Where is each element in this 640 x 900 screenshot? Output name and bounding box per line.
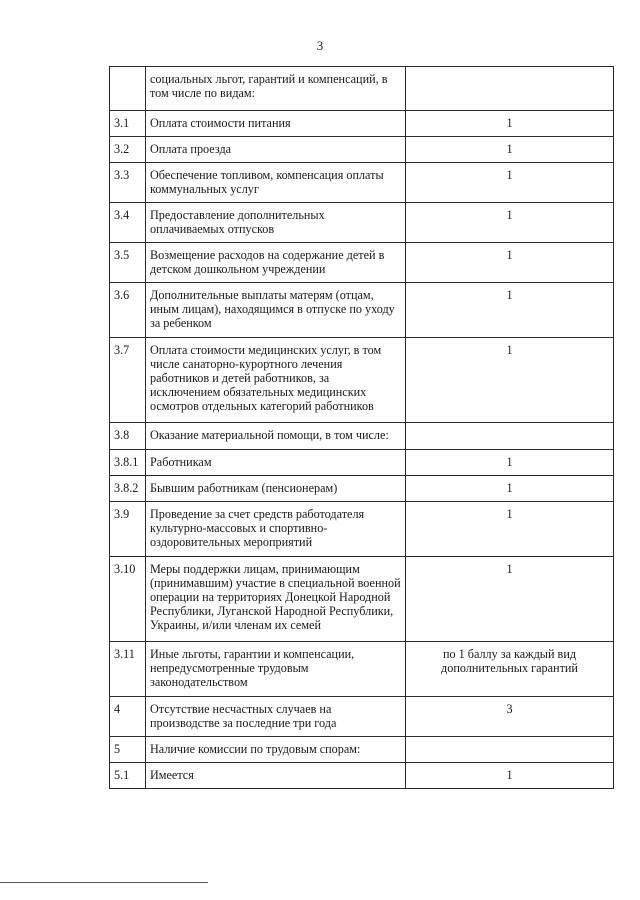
row-score-cell: 1	[406, 338, 614, 423]
table-row	[110, 243, 614, 283]
row-description-cell: Предоставление дополнительных оплачиваемых отпусков	[146, 203, 406, 243]
row-description-cell: Оплата стоимости медицинских услуг, в том числе санаторно-курортного лечения работников и детей работников, за исключением обязательных медицинских осмотров отдельных категорий работников	[146, 338, 406, 423]
row-score-cell	[406, 67, 614, 111]
row-score-cell: 1	[406, 557, 614, 642]
row-score-cell: 1	[406, 502, 614, 557]
row-score-cell	[406, 737, 614, 763]
row-score-cell: 1	[406, 763, 614, 789]
table-row	[110, 67, 614, 111]
row-score-cell: 1	[406, 476, 614, 502]
row-description-cell: Оплата проезда	[146, 137, 406, 163]
page-number: 3	[316, 38, 324, 53]
table-row	[110, 642, 614, 697]
row-description-cell: Оказание материальной помощи, в том числе:	[146, 423, 406, 450]
row-description-cell: Дополнительные выплаты матерям (отцам, иным лицам), находящимся в отпуске по уходу за ребенком	[146, 283, 406, 338]
row-number-cell: 3.8.2	[110, 476, 146, 502]
row-number-cell	[110, 67, 146, 111]
table-row	[110, 423, 614, 450]
row-description-cell: Проведение за счет средств работодателя культурно-массовых и спортивно-оздоровительных мероприятий	[146, 502, 406, 557]
row-description-cell: Бывшим работникам (пенсионерам)	[146, 476, 406, 502]
row-score-cell: 1	[406, 203, 614, 243]
row-number-cell: 3.1	[110, 111, 146, 137]
row-description-cell: социальных льгот, гарантий и компенсаций, в том числе по видам:	[146, 67, 406, 111]
table-row	[110, 737, 614, 763]
table-row	[110, 697, 614, 737]
row-description-cell: Отсутствие несчастных случаев на производстве за последние три года	[146, 697, 406, 737]
row-score-cell: 1	[406, 111, 614, 137]
row-score-cell: 1	[406, 243, 614, 283]
table-row	[110, 137, 614, 163]
table-body	[110, 67, 614, 789]
row-number-cell: 3.3	[110, 163, 146, 203]
row-description-cell: Возмещение расходов на содержание детей в детском дошкольном учреждении	[146, 243, 406, 283]
row-description-cell: Наличие комиссии по трудовым спорам:	[146, 737, 406, 763]
table-row	[110, 557, 614, 642]
row-number-cell: 3.7	[110, 338, 146, 423]
row-description-cell: Оплата стоимости питания	[146, 111, 406, 137]
row-number-cell: 3.5	[110, 243, 146, 283]
row-description-cell: Работникам	[146, 450, 406, 476]
footnote-separator	[0, 882, 208, 883]
criteria-table	[109, 66, 614, 789]
row-score-cell: 1	[406, 163, 614, 203]
table-row	[110, 476, 614, 502]
table-row	[110, 502, 614, 557]
row-number-cell: 3.2	[110, 137, 146, 163]
row-number-cell: 3.8	[110, 423, 146, 450]
table-row	[110, 111, 614, 137]
row-description-cell: Имеется	[146, 763, 406, 789]
row-number-cell: 5	[110, 737, 146, 763]
row-description-cell: Меры поддержки лицам, принимающим (принимавшим) участие в специальной военной операции на территориях Донецкой Народной Республики, Луганской Народной Республики, Украины, и/или членам их семей	[146, 557, 406, 642]
table-row	[110, 763, 614, 789]
row-score-cell	[406, 423, 614, 450]
table-row	[110, 163, 614, 203]
row-description-cell: Обеспечение топливом, компенсация оплаты коммунальных услуг	[146, 163, 406, 203]
row-score-cell: 1	[406, 450, 614, 476]
row-number-cell: 3.6	[110, 283, 146, 338]
row-number-cell: 5.1	[110, 763, 146, 789]
table-row	[110, 338, 614, 423]
row-score-cell: 3	[406, 697, 614, 737]
row-score-cell: 1	[406, 137, 614, 163]
table-row	[110, 450, 614, 476]
row-number-cell: 3.8.1	[110, 450, 146, 476]
table-row	[110, 283, 614, 338]
row-number-cell: 3.4	[110, 203, 146, 243]
row-score-cell: по 1 баллу за каждый вид дополнительных гарантий	[406, 642, 614, 697]
row-number-cell: 4	[110, 697, 146, 737]
row-number-cell: 3.9	[110, 502, 146, 557]
row-number-cell: 3.10	[110, 557, 146, 642]
table-row	[110, 203, 614, 243]
row-score-cell: 1	[406, 283, 614, 338]
row-description-cell: Иные льготы, гарантии и компенсации, непредусмотренные трудовым законодательством	[146, 642, 406, 697]
row-number-cell: 3.11	[110, 642, 146, 697]
